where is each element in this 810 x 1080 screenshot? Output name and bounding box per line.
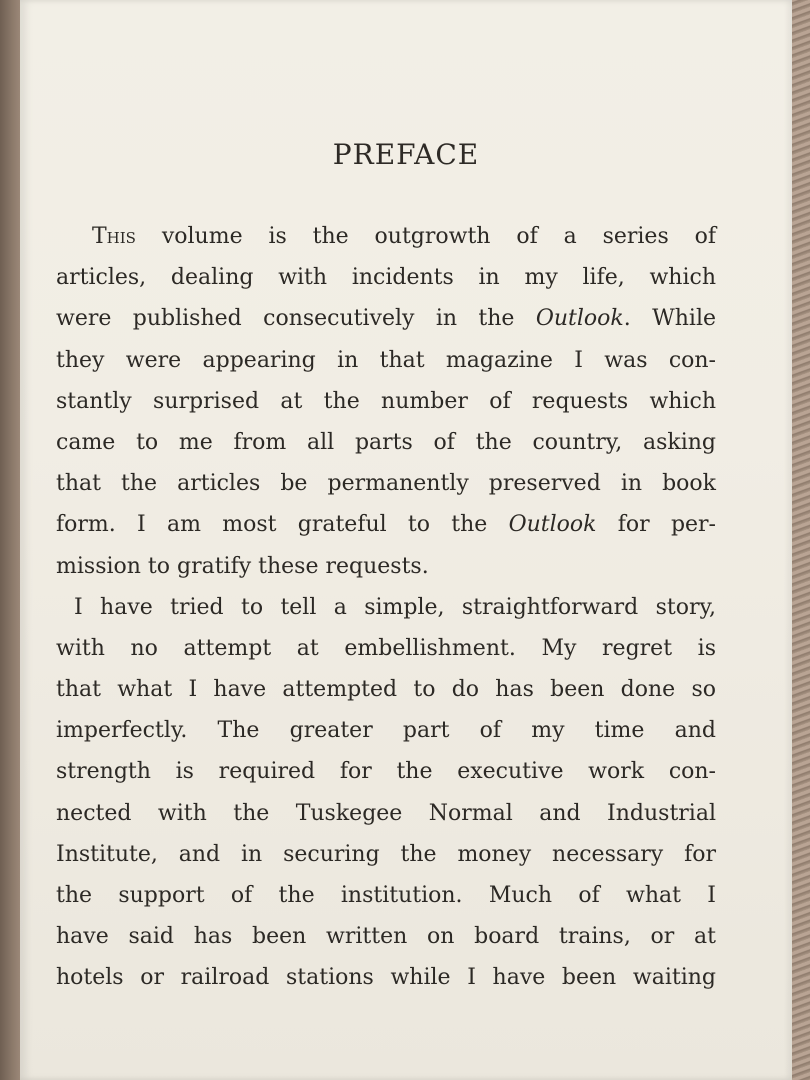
line-text: form. I am most grateful to the (56, 512, 509, 538)
text-line: mission to gratify these requests. (56, 553, 429, 579)
text-line (56, 504, 716, 545)
line-text: were published consecutively in the (56, 306, 536, 332)
italic-title: Outlook (508, 512, 597, 538)
book-page (20, 0, 792, 1080)
line-text: . While (623, 306, 716, 332)
text-line: that the articles be permanently preserved in book (56, 471, 716, 497)
text-line (56, 216, 716, 257)
line-text: for per- (596, 512, 716, 538)
text-line: with no attempt at embellishment. My regret is (56, 635, 716, 661)
text-line: hotels or railroad stations while I have been waiting (56, 965, 716, 991)
text-line: have said has been written on board trains, or at (56, 924, 716, 950)
text-line: Institute, and in securing the money necessary for (56, 841, 716, 867)
text-line: they were appearing in that magazine I was con- (56, 347, 716, 373)
text-line: I have tried to tell a simple, straightforward story, (74, 594, 716, 620)
drop-lead-word: This (92, 224, 136, 249)
page-heading: PREFACE (332, 138, 480, 171)
text-line: nected with the Tuskegee Normal and Industrial (56, 800, 716, 826)
paragraph-2 (56, 587, 716, 999)
text-line: the support of the institution. Much of what I (56, 883, 716, 908)
text-line: articles, dealing with incidents in my life, which (56, 265, 716, 291)
text-line: that what I have attempted to do has been done so (56, 677, 716, 703)
italic-title: Outlook (535, 306, 624, 332)
line-text: volume is the outgrowth of a series of (135, 224, 716, 249)
text-line: strength is required for the executive work con- (56, 759, 716, 785)
text-line (56, 298, 716, 339)
text-line: came to me from all parts of the country, asking (56, 429, 716, 455)
paragraph-1 (56, 216, 716, 587)
body-text (56, 216, 716, 999)
text-line: stantly surprised at the number of requests which (56, 388, 716, 414)
text-line: imperfectly. The greater part of my time and (56, 718, 716, 744)
